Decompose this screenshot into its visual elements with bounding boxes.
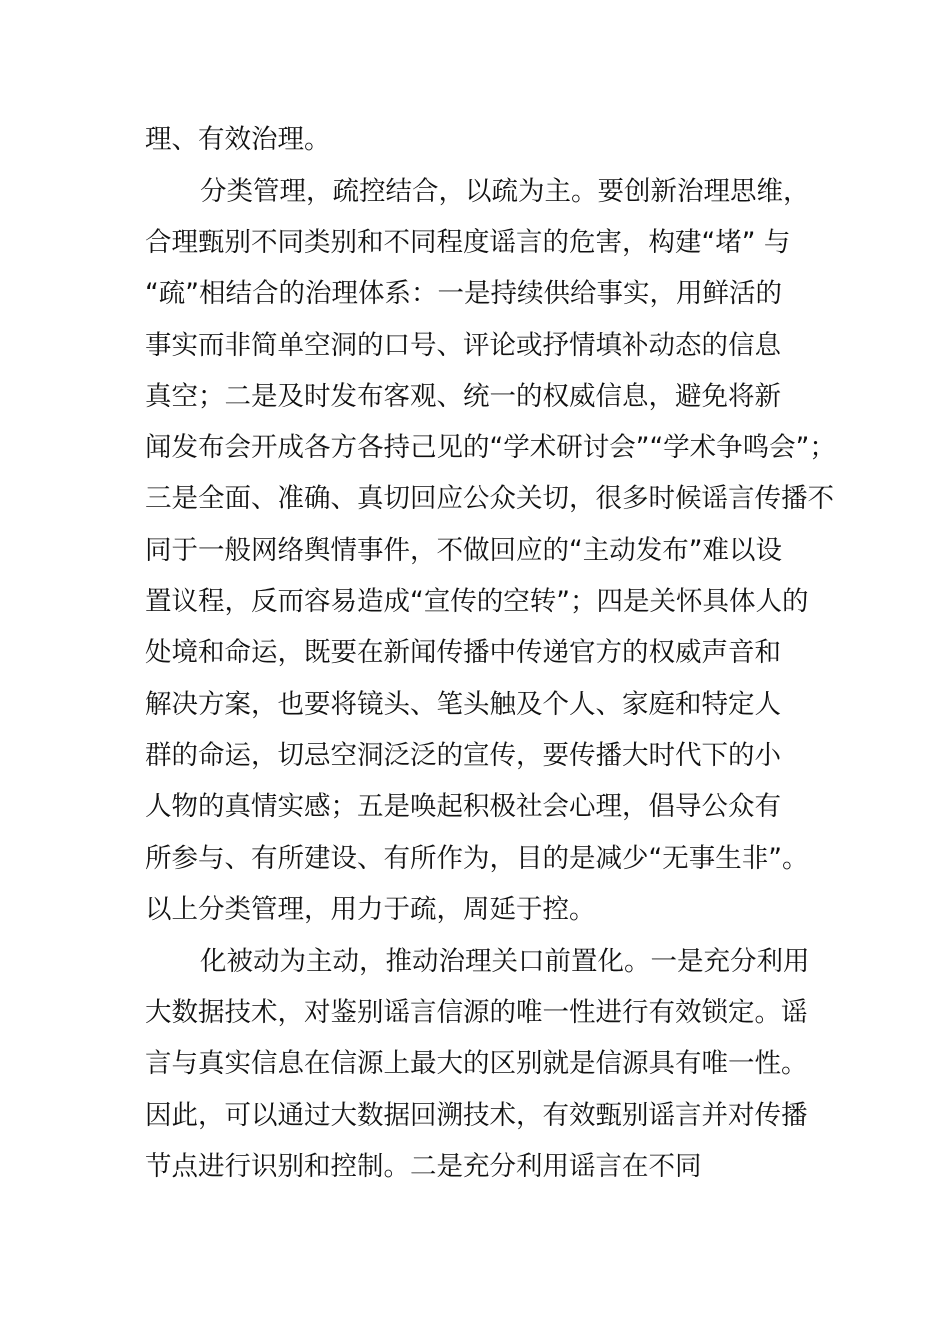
text-line-21: 节点进行识别和控制。二是充分利用谣言在不同 [145,1151,702,1182]
text-line-16: 以上分类管理，用力于疏，周延于控。 [145,894,596,925]
text-line-18: 大数据技术，对鉴别谣言信源的唯一性进行有效锁定。谣 [145,997,808,1028]
text-line-6: 真空；二是及时发布客观、统一的权威信息，避免将新 [145,381,781,412]
text-line-13: 群的命运，切忌空洞泛泛的宣传，要传播大时代下的小 [145,740,781,771]
text-line-20: 因此，可以通过大数据回溯技术，有效甄别谣言并对传播 [145,1100,808,1131]
text-line-9: 同于一般网络舆情事件，不做回应的“主动发布”难以设 [145,535,782,566]
text-line-15: 所参与、有所建设、有所作为，目的是减少“无事生非”。 [145,843,809,874]
paragraph-start-line: 化被动为主动，推动治理关口前置化。一是充分利用 [200,946,810,977]
text-line-19: 言与真实信息在信源上最大的区别就是信源具有唯一性。 [145,1048,808,1079]
text-line-3: 合理甄别不同类别和不同程度谣言的危害，构建“堵” 与 [145,227,791,258]
text-line-1: 理、有效治理。 [145,124,331,155]
text-line-7: 闻发布会开成各方各持己见的“学术研讨会”“学术争鸣会”； [145,432,836,463]
text-line-4: “疏”相结合的治理体系：一是持续供给事实，用鲜活的 [145,278,782,309]
text-line-11: 处境和命运，既要在新闻传播中传递官方的权威声音和 [145,637,781,668]
paragraph-start-line: 分类管理，疏控结合，以疏为主。要创新治理思维， [200,176,810,207]
text-line-10: 置议程，反而容易造成“宣传的空转”；四是关怀具体人的 [145,586,809,617]
text-line-14: 人物的真情实感；五是唤起积极社会心理，倡导公众有 [145,791,781,822]
text-line-12: 解决方案，也要将镜头、笔头触及个人、家庭和特定人 [145,689,781,720]
text-line-5: 事实而非简单空洞的口号、评论或抒情填补动态的信息 [145,330,781,361]
text-line-8: 三是全面、准确、真切回应公众关切，很多时候谣言传播不 [145,483,834,514]
